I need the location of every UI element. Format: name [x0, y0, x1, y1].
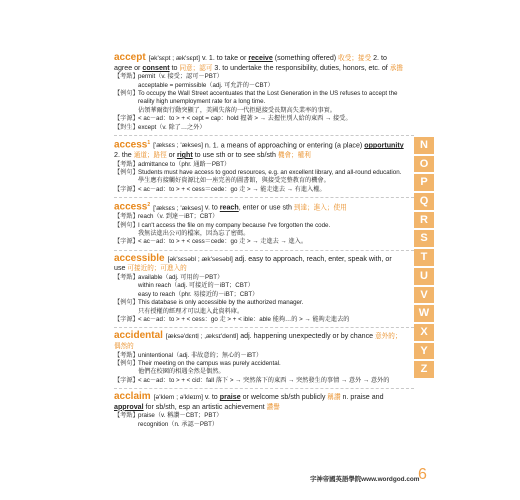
keyword: approval: [114, 402, 144, 411]
definition-text: to use sth or to see sb/sth: [192, 150, 278, 159]
alphabet-index: [414, 137, 434, 380]
row-label: 【例句】: [114, 299, 139, 307]
row-text: Their meeting on the campus was purely accidental.: [138, 360, 281, 367]
row-text: reach（v. 到達－iBT；CBT）: [138, 213, 219, 221]
entry-access1: [114, 139, 404, 194]
definition-text: adj. easy to approach, reach, enter, speak with, or use: [114, 254, 392, 273]
definition-text: v. to: [202, 203, 220, 212]
keyword: opportunity: [364, 141, 404, 150]
row-text: < ac－ad：to > + < cid：fall 落下 > → 突然落下的東西 → 突然發生的事情 → 意外 → 意外的: [138, 376, 390, 384]
entry-detail-row: [114, 124, 404, 132]
letter-tab-z[interactable]: Z: [414, 361, 434, 378]
entry-detail-row: [114, 186, 404, 194]
row-text: I can't access the file on my company because I've forgotten the code.: [138, 221, 331, 229]
row-text: 他們在校園的相遇全然是偶然。: [138, 368, 225, 376]
definition-text: 3. to undertake the responsibility, duties, honors, etc. of: [212, 63, 390, 72]
entry-detail-row: [114, 107, 404, 115]
pronunciation: [æksə'dεntḷ ; ,æksɪ'dentl]: [165, 333, 239, 341]
letter-tab-q[interactable]: Q: [414, 193, 434, 210]
entry-divider: [114, 135, 414, 136]
row-label: [114, 291, 138, 299]
row-text: permit（v. 接受；認可－PBT）: [138, 73, 223, 81]
footer-website: 字神帝國英語學院www.wordgod.com: [310, 476, 420, 483]
chinese-gloss: 通道；路徑: [133, 151, 167, 159]
row-text: easy to reach（phr. 易接近的－iBT；CBT）: [138, 290, 259, 298]
entry-headline: [114, 254, 404, 274]
entry-detail-row: [114, 308, 404, 316]
row-text: 學生應有接觸好資源比如一座完善的圖書館，與接受完整教育的機會。: [138, 177, 330, 185]
pronunciation: [ək'sεpt ; æk'sεpt]: [148, 55, 200, 62]
entry-headline: [114, 331, 404, 351]
entry-accidental: [114, 331, 404, 385]
entry-detail-row: [114, 161, 404, 169]
page-number: 6: [418, 466, 427, 483]
headword-superscript: 2: [147, 202, 151, 209]
entry-divider: [114, 250, 414, 251]
entry-divider: [114, 327, 414, 328]
row-label: 【字源】: [114, 115, 139, 123]
entry-detail-row: [114, 90, 404, 107]
pronunciation: [ə'klem ; ə'kleɪm]: [153, 394, 203, 402]
entry-detail-row: [114, 222, 404, 230]
row-label: 【例句】: [114, 168, 139, 176]
headword: access: [114, 139, 148, 151]
letter-tab-r[interactable]: R: [414, 212, 434, 229]
entry-detail-row: [114, 282, 404, 290]
entry-headline: [114, 139, 404, 161]
entry-accept: [114, 53, 404, 132]
row-text: To occupy the Wall Street accentuates that the Lost Generation in the US refuses to accept the reality high unemployment rate for a long time.: [138, 90, 398, 106]
entry-acclaim: [114, 392, 404, 429]
keyword: consent: [142, 63, 170, 72]
row-text: unintentional（adj. 非故意的；無心的－iBT）: [138, 351, 263, 359]
entry-accessible: [114, 254, 404, 325]
keyword: reach: [219, 203, 239, 212]
chinese-gloss: 到達；進入；使用: [293, 204, 347, 212]
entry-detail-row: [114, 73, 404, 81]
row-label: [114, 282, 138, 290]
row-text: 只有授權的經理才可以進入此資料庫。: [138, 307, 244, 315]
headword: acclaim: [114, 391, 151, 403]
headword: accessible: [114, 252, 165, 264]
keyword: right: [176, 150, 193, 159]
entry-detail-row: [114, 421, 404, 429]
entry-headline: [114, 53, 404, 73]
row-text: 佔領華爾街行動突顯了，美國失落的一代拒絕接受長期高失業率的事實。: [138, 106, 336, 114]
row-label: 【考點】: [114, 273, 139, 281]
row-label: 【字源】: [114, 316, 139, 323]
entry-detail-row: [114, 377, 404, 385]
definition-text: 2. to agree or: [114, 54, 387, 72]
entry-detail-row: [114, 299, 404, 307]
letter-tab-w[interactable]: W: [414, 305, 434, 322]
keyword: praise: [219, 393, 241, 402]
letter-tab-v[interactable]: V: [414, 287, 434, 304]
row-text: < ac－ad：to > + < cept = cap：hold 握著 > → 去握住別人給的東西 → 接受。: [138, 115, 352, 123]
entry-detail-row: [114, 238, 404, 246]
row-label: [114, 368, 138, 376]
pronunciation: ['æksεs ; 'ækses]: [153, 204, 203, 212]
definition-text: (something offered): [272, 54, 339, 62]
chinese-gloss: 可接近的；可進入的: [127, 265, 187, 273]
definition-text: for sb/sth, esp an artistic achievement: [143, 402, 267, 411]
entry-divider: [114, 388, 414, 389]
row-label: 【例句】: [114, 90, 139, 97]
row-label: 【考點】: [114, 412, 139, 420]
row-label: [114, 177, 138, 185]
definition-text: adj. happening unexpectedly or by chance: [238, 332, 376, 341]
letter-tab-u[interactable]: U: [414, 268, 434, 285]
row-label: 【例句】: [114, 360, 139, 367]
letter-tab-o[interactable]: O: [414, 156, 434, 173]
entry-detail-row: [114, 316, 404, 324]
row-label: 【對生】: [114, 123, 139, 131]
entry-detail-row: [114, 213, 404, 221]
row-label: [114, 308, 138, 316]
row-label: 【考點】: [114, 351, 139, 359]
letter-tab-t[interactable]: T: [414, 249, 434, 266]
row-text: available（adj. 可用的－PBT）: [138, 273, 224, 281]
row-text: Students must have access to good resources, e.g. an excellent library, and all-round education.: [138, 168, 402, 176]
row-label: 【例句】: [114, 221, 139, 229]
chinese-gloss: 同意；認可: [179, 64, 213, 72]
entry-divider: [114, 197, 414, 198]
row-label: 【字源】: [114, 185, 139, 193]
definition-text: n. praise and: [340, 393, 384, 402]
entry-access2: [114, 201, 404, 247]
dictionary-page: [114, 53, 404, 432]
chinese-gloss: 收受；接受: [338, 55, 372, 62]
row-label: 【考點】: [114, 73, 139, 81]
letter-tab-s[interactable]: S: [414, 230, 434, 247]
row-text: 我無法進出公司的檔案，因為忘了密碼。: [138, 229, 250, 237]
definition-text: 2. the: [114, 150, 134, 159]
headword-superscript: 1: [147, 140, 151, 147]
definition-text: or: [166, 150, 177, 159]
letter-tab-x[interactable]: X: [414, 324, 434, 341]
definition-text: or welcome sb/sth publicly: [240, 393, 328, 402]
row-text: admittance to（phr. 通路－PBT）: [138, 160, 231, 168]
row-text: < ac－ad：to > + < cess＝cede：go 走 > → 走進去 → 進入。: [138, 238, 308, 246]
row-text: < ac－ad：to > + < cess：go 走 > + < ible：able 能夠…的 > → 能夠走進去的: [138, 316, 350, 323]
headword: access: [114, 201, 148, 213]
row-text: recognition（n. 承認－PBT）: [138, 420, 219, 428]
row-label: 【字源】: [114, 238, 139, 246]
letter-tab-y[interactable]: Y: [414, 343, 434, 360]
row-label: [114, 82, 138, 90]
entry-headline: [114, 392, 404, 412]
row-text: acceptable = permissible（adj. 可允許的－CBT）: [138, 81, 274, 89]
pronunciation: ['æksεs ; 'ækses]: [153, 142, 203, 150]
row-label: [114, 107, 138, 115]
entry-detail-row: [114, 82, 404, 90]
entry-detail-row: [114, 291, 404, 299]
letter-tab-n[interactable]: N: [414, 137, 434, 154]
definition-text: v. 1. to take or: [199, 54, 249, 62]
pronunciation: [ək'sεsəbl ; æk'sesəbl]: [167, 255, 233, 263]
definition-text: , enter or use sth: [238, 203, 294, 212]
entry-detail-row: [114, 115, 404, 123]
headword: accidental: [114, 330, 163, 342]
keyword: receive: [248, 54, 273, 62]
entry-detail-row: [114, 368, 404, 376]
headword: accept: [114, 52, 146, 63]
definition-text: n. 1. a means of approaching or entering (a place): [202, 141, 365, 150]
chinese-gloss: 讚譽: [266, 403, 280, 411]
row-label: [114, 421, 138, 429]
row-text: within reach（adj. 可接近的－iBT；CBT）: [138, 282, 254, 290]
chinese-gloss: 承擔: [389, 64, 403, 72]
row-text: < ac－ad：to > + < cess＝cede：go 走 > → 能走進去 → 有進入權。: [138, 185, 326, 193]
entry-detail-row: [114, 412, 404, 420]
entry-headline: [114, 201, 404, 213]
definition-text: to: [169, 63, 180, 72]
row-label: 【考點】: [114, 213, 139, 221]
entry-detail-row: [114, 177, 404, 185]
row-text: This database is only accessible by the authorized manager.: [138, 299, 304, 307]
letter-tab-p[interactable]: P: [414, 174, 434, 191]
definition-text: v. to: [202, 393, 220, 402]
row-label: 【字源】: [114, 376, 139, 384]
chinese-gloss: 稱讚: [327, 394, 341, 402]
row-label: 【考點】: [114, 160, 139, 168]
entry-detail-row: [114, 352, 404, 360]
chinese-gloss: 意外的；偶然的: [114, 333, 402, 350]
row-text: except（v. 除了…之外）: [138, 123, 206, 131]
row-text: praise（v. 稱讚－CBT；PBT）: [138, 412, 223, 420]
chinese-gloss: 機會；權利: [277, 151, 311, 159]
